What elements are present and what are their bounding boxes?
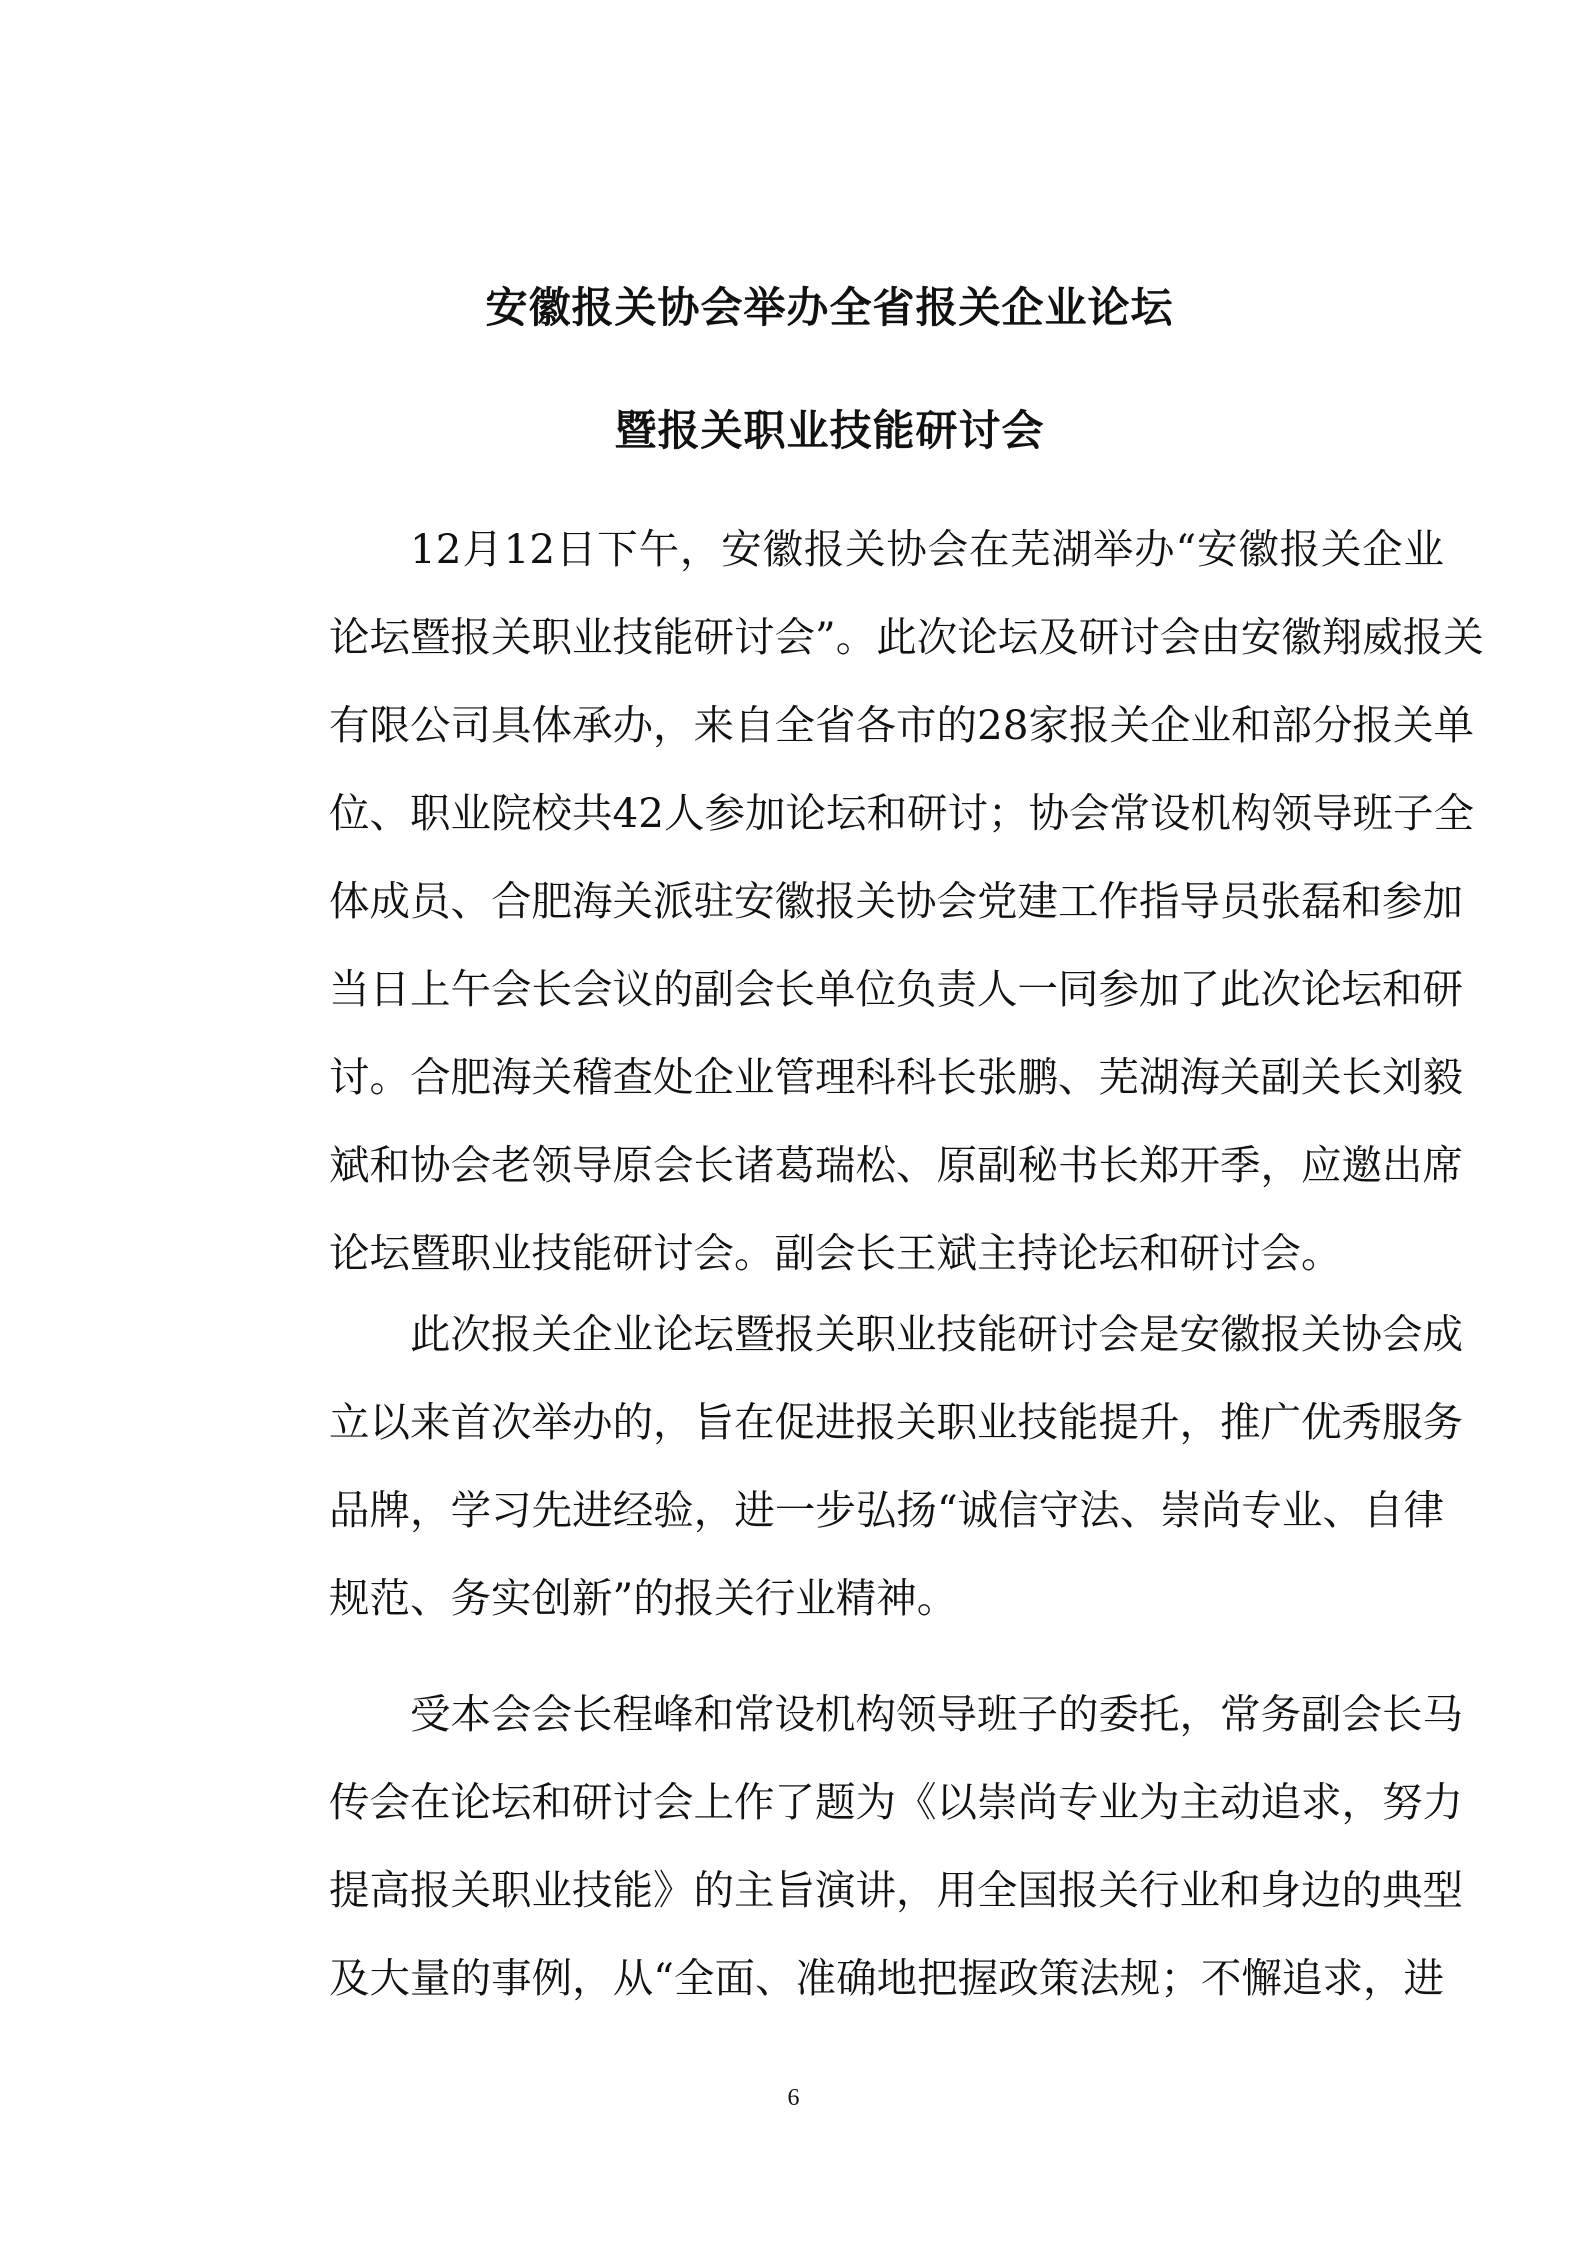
paragraph-line: 论坛暨报关职业技能研讨会”。此次论坛及研讨会由安徽翔威报关	[329, 613, 1484, 661]
paragraph-2	[248, 1290, 1463, 1642]
paragraph-line: 品牌，学习先进经验，进一步弘扬“诚信守法、崇尚专业、自律	[329, 1486, 1444, 1534]
paragraph-3	[248, 1670, 1463, 2022]
document-title-line-1: 安徽报关协会举办全省报关企业论坛	[485, 283, 1174, 332]
paragraph-line: 立以来首次举办的，旨在促进报关职业技能提升，推广优秀服务	[329, 1398, 1463, 1446]
paragraph-line: 规范、务实创新”的报关行业精神。	[329, 1574, 958, 1622]
paragraph-line: 当日上午会长会议的副会长单位负责人一同参加了此次论坛和研	[329, 965, 1463, 1013]
paragraph-line: 有限公司具体承办，来自全省各市的28家报关企业和部分报关单	[329, 701, 1475, 749]
document-title-line-2: 暨报关职业技能研讨会	[614, 406, 1045, 455]
paragraph-line: 位、职业院校共42人参加论坛和研讨；协会常设机构领导班子全	[329, 789, 1475, 837]
paragraph-line: 斌和协会老领导原会长诸葛瑞松、原副秘书长郑开季，应邀出席	[329, 1141, 1463, 1189]
paragraph-line: 传会在论坛和研讨会上作了题为《以崇尚专业为主动追求，努力	[329, 1778, 1463, 1826]
paragraph-line: 提高报关职业技能》的主旨演讲，用全国报关行业和身边的典型	[329, 1866, 1463, 1914]
paragraph-line: 及大量的事例，从“全面、准确地把握政策法规；不懈追求，进	[329, 1954, 1444, 2002]
paragraph-line: 此次报关企业论坛暨报关职业技能研讨会是安徽报关协会成	[410, 1310, 1463, 1358]
page-number: 6	[787, 2085, 800, 2111]
paragraph-line: 讨。合肥海关稽查处企业管理科科长张鹏、芜湖海关副关长刘毅	[329, 1053, 1463, 1101]
paragraph-1	[248, 505, 1484, 1297]
paragraph-line: 体成员、合肥海关派驻安徽报关协会党建工作指导员张磊和参加	[329, 877, 1463, 925]
paragraph-line: 12月12日下午，安徽报关协会在芜湖举办“安徽报关企业	[410, 525, 1444, 573]
paragraph-line: 论坛暨职业技能研讨会。副会长王斌主持论坛和研讨会。	[329, 1229, 1342, 1277]
paragraph-line: 受本会会长程峰和常设机构领导班子的委托，常务副会长马	[410, 1690, 1463, 1738]
